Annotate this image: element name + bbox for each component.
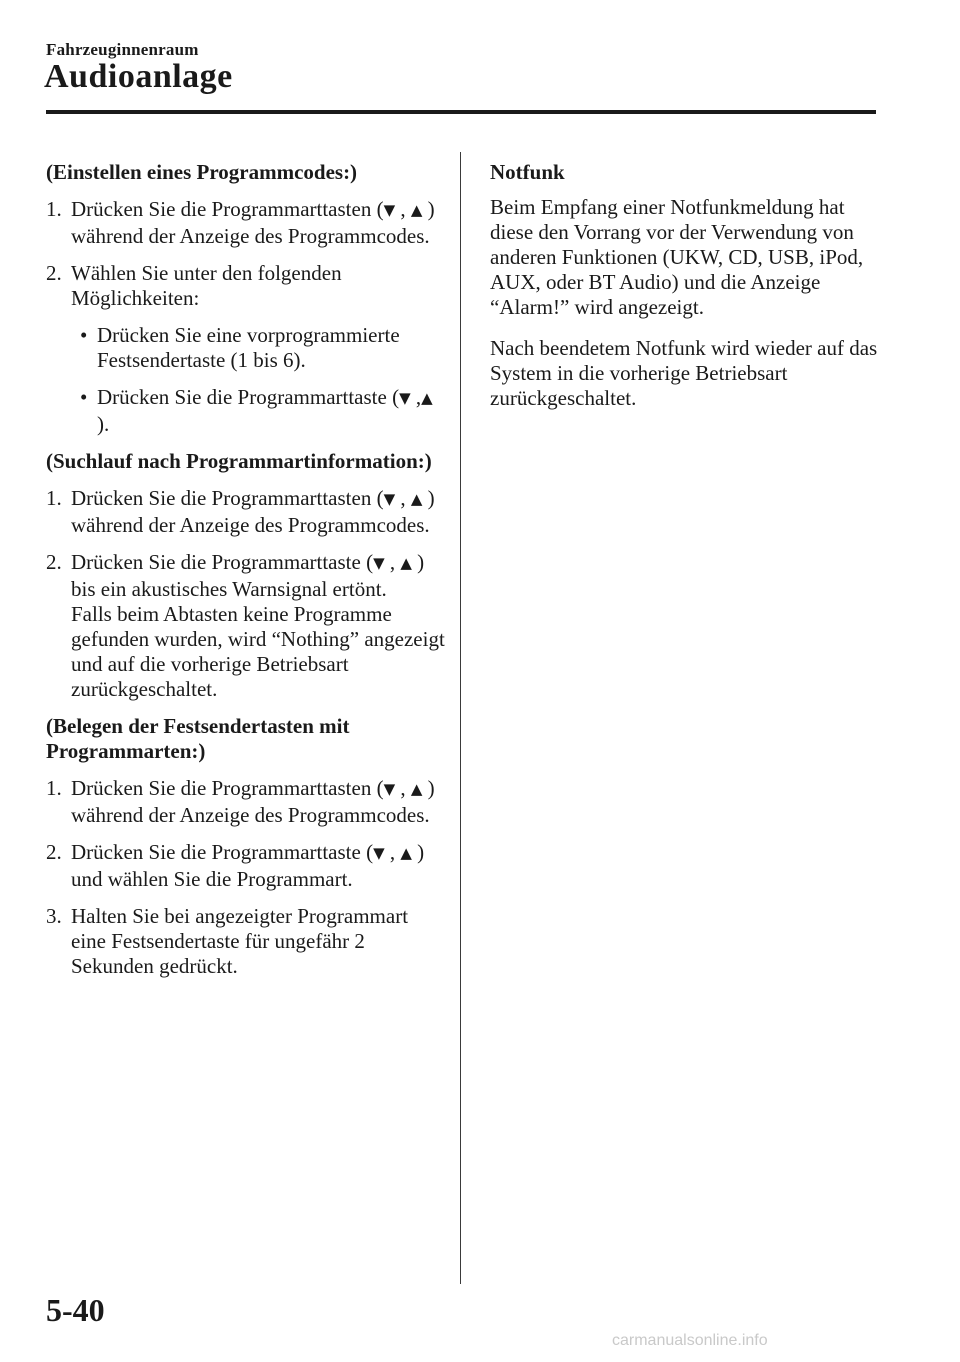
up-arrow-icon: ▲: [400, 554, 412, 572]
heading-preset-assign: (Belegen der Festsendertasten mit Programmarten:): [46, 714, 350, 763]
bullet-icon: •: [80, 385, 88, 409]
up-arrow-icon: ▲: [410, 780, 423, 798]
step-number: 2.: [46, 840, 62, 864]
step-number: 2.: [46, 550, 62, 574]
paragraph-notfunk-2: Nach beendetem Notfunk wird wieder auf das System in die vorherige Betriebsart zurückgeschaltet.: [490, 336, 878, 410]
header-rule: [46, 110, 876, 114]
step-number: 1.: [46, 197, 62, 221]
down-arrow-icon: ▼: [383, 201, 396, 219]
column-divider: [460, 152, 461, 1284]
down-arrow-icon: ▼: [383, 490, 396, 508]
step-preset-1: 1. Drücken Sie die Programmarttasten (▼ , ▲ ) während der Anzeige des Programmcodes.: [46, 776, 435, 827]
down-arrow-icon: ▼: [383, 780, 396, 798]
page-number: 5-40: [46, 1292, 105, 1328]
watermark: carmanualsonline.info: [612, 1332, 768, 1349]
step-number: 2.: [46, 261, 62, 285]
step-program-code-1: 1. Drücken Sie die Programmarttasten (▼ , ▲ ) während der Anzeige des Programmcodes.: [46, 197, 435, 248]
paragraph-notfunk-1: Beim Empfang einer Notfunkmeldung hat diese den Vorrang vor der Verwendung von anderen Funktionen (UKW, CD, USB, iPod, AUX, oder BT Audio) und die Anzeige “Alarm!” wird angezeigt.: [490, 195, 864, 319]
heading-search: (Suchlauf nach Programmartinformation:): [46, 449, 432, 473]
up-arrow-icon: ▲: [400, 844, 412, 862]
down-arrow-icon: ▼: [373, 844, 385, 862]
step-search-1: 1. Drücken Sie die Programmarttasten (▼ , ▲ ) während der Anzeige des Programmcodes.: [46, 486, 435, 537]
section-label: Fahrzeuginnenraum: [46, 40, 199, 59]
heading-notfunk: Notfunk: [490, 160, 565, 184]
left-column: [46, 160, 446, 991]
step-preset-2: 2. Drücken Sie die Programmarttaste (▼ , ▲ ) und wählen Sie die Programmart.: [46, 840, 425, 891]
right-column: [490, 160, 890, 427]
step-note: Falls beim Abtasten keine Programme gefunden wurden, wird “Nothing” angezeigt und auf die vorherige Betriebsart zurückgeschaltet.: [71, 602, 445, 701]
chapter-title: Audioanlage: [44, 58, 233, 95]
step-number: 1.: [46, 486, 62, 510]
step-number: 1.: [46, 776, 62, 800]
up-arrow-icon: ▲: [421, 389, 433, 407]
heading-program-code: (Einstellen eines Programmcodes:): [46, 160, 358, 184]
step-search-2: 2. Drücken Sie die Programmarttaste (▼ , ▲ ) bis ein akustisches Warnsignal ertönt. Falls beim Abtasten keine Programme gefunden wurden, wird “Nothing” angezeigt und auf die vorherige Betriebsart zurückgeschaltet.: [46, 550, 445, 701]
bullet-icon: •: [80, 323, 88, 347]
step-preset-3: 3. Halten Sie bei angezeigter Programmart eine Festsendertaste für ungefähr 2 Sekunden gedrückt.: [46, 904, 409, 978]
step-number: 3.: [46, 904, 62, 928]
down-arrow-icon: ▼: [373, 554, 385, 572]
up-arrow-icon: ▲: [410, 201, 423, 219]
step-program-code-2: 2. Wählen Sie unter den folgenden Möglichkeiten:: [46, 261, 342, 310]
up-arrow-icon: ▲: [410, 490, 423, 508]
bullet-option-preset: • Drücken Sie eine vorprogrammierte Festsendertaste (1 bis 6).: [80, 323, 400, 372]
bullet-option-program-type: • Drücken Sie die Programmarttaste (▼ ,▲ ).: [80, 385, 433, 436]
down-arrow-icon: ▼: [399, 389, 411, 407]
